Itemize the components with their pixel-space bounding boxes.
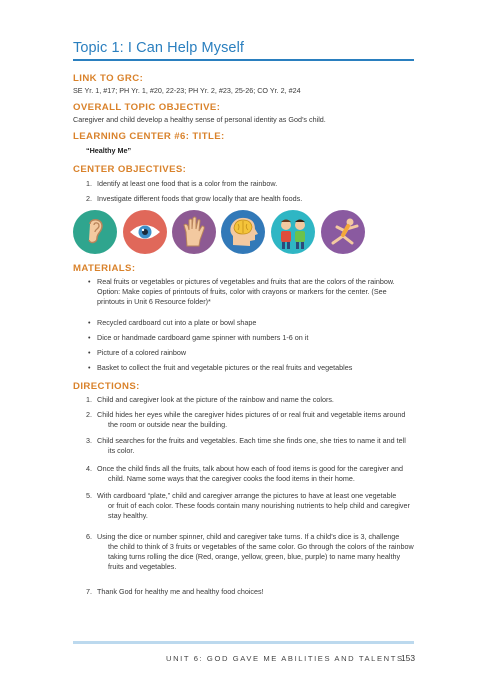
item-number: 1.: [86, 179, 92, 188]
list-item: [86, 179, 277, 189]
item-line: child. Name some ways that the caregiver cooks the food items in their home.: [108, 474, 355, 483]
item-number: 5.: [86, 491, 92, 500]
title-divider: [73, 59, 414, 61]
item-number: 2.: [86, 194, 92, 203]
item-line: stay healthy.: [108, 511, 148, 520]
item-line: With cardboard “plate,” child and caregiver arrange the pictures to have at least one vegetable: [97, 491, 397, 500]
item-line: its color.: [108, 446, 135, 455]
item-number: 1.: [86, 395, 92, 404]
item-line: fruits and vegetables.: [108, 562, 177, 571]
item-line: • Dice or handmade cardboard game spinner with numbers 1-6 on it: [97, 333, 309, 342]
item-line: the room or outside near the building.: [108, 420, 228, 429]
page-number: 153: [401, 653, 415, 663]
link-heading: LINK TO GRC:: [73, 73, 144, 84]
list-item: [86, 491, 410, 521]
item-line: printouts in Unit 6 Resource folder)*: [97, 297, 211, 306]
materials-heading: MATERIALS:: [73, 263, 136, 274]
item-line: Once the child finds all the fruits, talk about how each of food items is good for the caregiver and: [97, 464, 404, 473]
directions-heading: DIRECTIONS:: [73, 381, 140, 392]
item-line: Child and caregiver look at the picture of the rainbow and name the colors.: [97, 395, 334, 404]
center-objectives-heading: CENTER OBJECTIVES:: [73, 164, 187, 175]
children-icon: [271, 210, 315, 254]
item-number: 6.: [86, 532, 92, 541]
item-line: the child to think of 3 fruits or vegetables of the same color. Go through the colors of the rainbow: [108, 542, 414, 551]
item-line: Option: Make copies of printouts of fruits, color with crayons or markers for the center. (See: [97, 287, 387, 296]
item-line: Using the dice or number spinner, child and caregiver take turns. If a child’s dice is 3, challenge: [97, 532, 400, 541]
center-title-heading: LEARNING CENTER #6: TITLE:: [73, 131, 225, 142]
hand-icon: [172, 210, 216, 254]
list-item: [86, 318, 256, 328]
list-item: [86, 194, 302, 204]
list-item: [86, 587, 264, 597]
item-line: Child searches for the fruits and vegetables. Each time she finds one, she tries to name it and tell: [97, 436, 406, 445]
list-item: [86, 333, 308, 343]
list-item: [86, 410, 405, 430]
footer-text: UNIT 6: GOD GAVE ME ABILITIES AND TALENTS: [166, 654, 404, 663]
list-item: [86, 395, 334, 405]
item-line: • Picture of a colored rainbow: [97, 348, 187, 357]
item-number: 4.: [86, 464, 92, 473]
center-title-text: “Healthy Me”: [86, 146, 132, 155]
item-line: Thank God for healthy me and healthy food choices!: [97, 587, 264, 596]
list-item: [86, 348, 186, 358]
senses-icon-row: [73, 210, 373, 256]
list-item: [86, 277, 395, 307]
brain-icon: [221, 210, 265, 254]
list-item: [86, 532, 414, 572]
objective-text: Caregiver and child develop a healthy sense of personal identity as God’s child.: [73, 115, 326, 124]
item-line: • Basket to collect the fruit and vegetable pictures or the real fruits and vegetables: [97, 363, 353, 372]
exercise-icon: [321, 210, 365, 254]
item-text: Investigate different foods that grow locally that are health foods.: [97, 194, 303, 203]
list-item: [86, 363, 352, 373]
link-text: SE Yr. 1, #17; PH Yr. 1, #20, 22-23; PH Yr. 2, #23, 25-26; CO Yr. 2, #24: [73, 86, 301, 95]
item-number: 7.: [86, 587, 92, 596]
item-line: or fruit of each color. These foods contain many nourishing nutrients to help child and caregiver: [108, 501, 410, 510]
objective-heading: OVERALL TOPIC OBJECTIVE:: [73, 102, 221, 113]
item-line: Child hides her eyes while the caregiver hides pictures of or real fruit and vegetable items around: [97, 410, 406, 419]
item-text: Identify at least one food that is a color from the rainbow.: [97, 179, 278, 188]
list-item: [86, 436, 406, 456]
ear-icon: [73, 210, 117, 254]
item-line: taking turns rolling the dice (Red, orange, yellow, green, blue, purple) to name many healthy: [108, 552, 401, 561]
page-title: Topic 1: I Can Help Myself: [73, 40, 245, 56]
eye-icon: [123, 210, 167, 254]
item-line: • Real fruits or vegetables or pictures of vegetables and fruits that are the colors of the rainbow.: [97, 277, 395, 286]
item-number: 3.: [86, 436, 92, 445]
item-number: 2.: [86, 410, 92, 419]
list-item: [86, 464, 403, 484]
item-line: • Recycled cardboard cut into a plate or bowl shape: [97, 318, 257, 327]
footer-divider: [73, 641, 414, 644]
